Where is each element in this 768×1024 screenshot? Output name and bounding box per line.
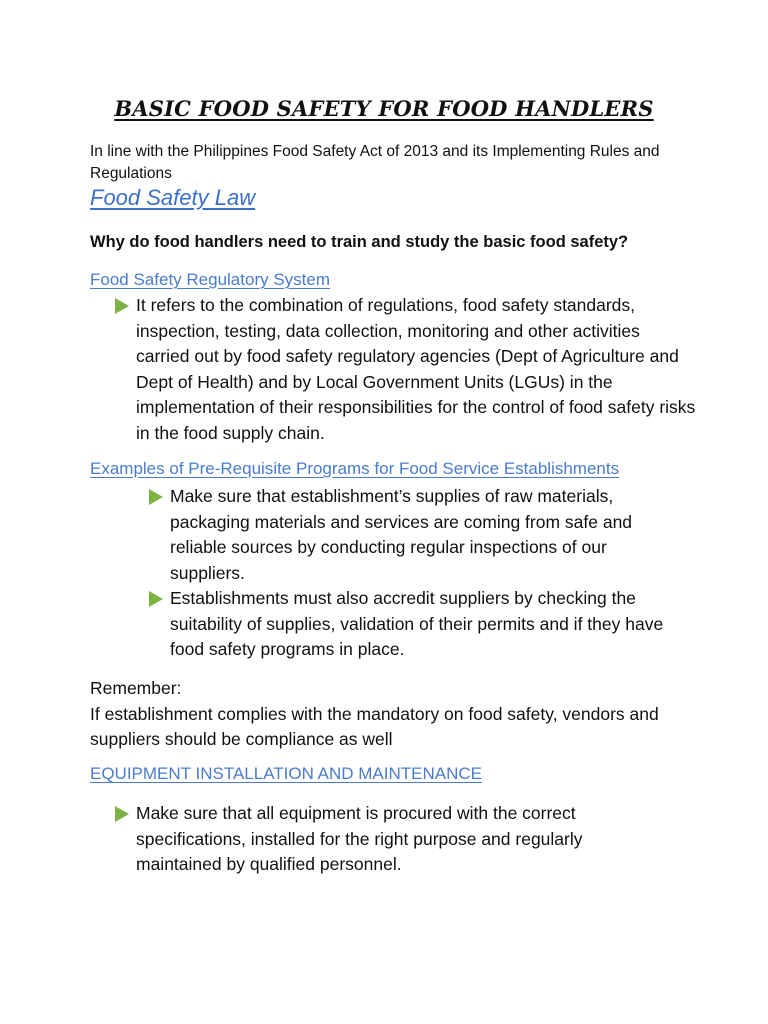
intro-text: In line with the Philippines Food Safety Act of 2013 and its Implementing Rules and Regulations [90, 143, 660, 182]
green-arrow-bullet-icon [115, 806, 129, 822]
bullet-text: Make sure that establishment’s supplies of raw materials, packaging materials and services are coming from safe and reliable sources by conducting regular inspections of our suppliers. [170, 486, 633, 583]
green-arrow-bullet-icon [149, 591, 163, 607]
remember-label: Remember: [90, 678, 182, 698]
bullet-text: Make sure that all equipment is procured with the correct specifications, installed for the right purpose and regularly maintained by qualified personnel. [136, 803, 583, 874]
food-safety-law-heading: Food Safety Law [90, 185, 256, 210]
prerequisite-programs-heading: Examples of Pre-Requisite Programs for Food Service Establishments [90, 459, 620, 478]
regulatory-system-list [136, 293, 696, 446]
green-arrow-bullet-icon [115, 298, 129, 314]
training-question: Why do food handlers need to train and study the basic food safety? [90, 233, 629, 251]
regulatory-system-heading: Food Safety Regulatory System [90, 270, 331, 289]
equipment-heading: EQUIPMENT INSTALLATION AND MAINTENANCE [90, 764, 483, 783]
remember-text: If establishment complies with the mandatory on food safety, vendors and suppliers should be compliance as well [90, 703, 659, 749]
remember-note [90, 676, 690, 753]
equipment-list [136, 801, 636, 878]
bullet-text: It refers to the combination of regulations, food safety standards, inspection, testing, data collection, monitoring and other activities carried out by food safety regulatory agencies (Dept of Agriculture and Dept of Health) and by Local Government Units (LGUs) in the implementation of their responsibilities for the control of food safety risks in the food supply chain. [136, 295, 696, 443]
list-item [136, 293, 696, 446]
list-item [170, 586, 670, 663]
list-item [136, 801, 636, 878]
bullet-text: Establishments must also accredit suppliers by checking the suitability of supplies, validation of their permits and if they have food safety programs in place. [170, 588, 664, 659]
green-arrow-bullet-icon [149, 489, 163, 505]
list-item [170, 484, 670, 586]
prerequisite-programs-list [170, 484, 670, 663]
document-title: BASIC FOOD SAFETY FOR FOOD HANDLERS [114, 96, 654, 121]
